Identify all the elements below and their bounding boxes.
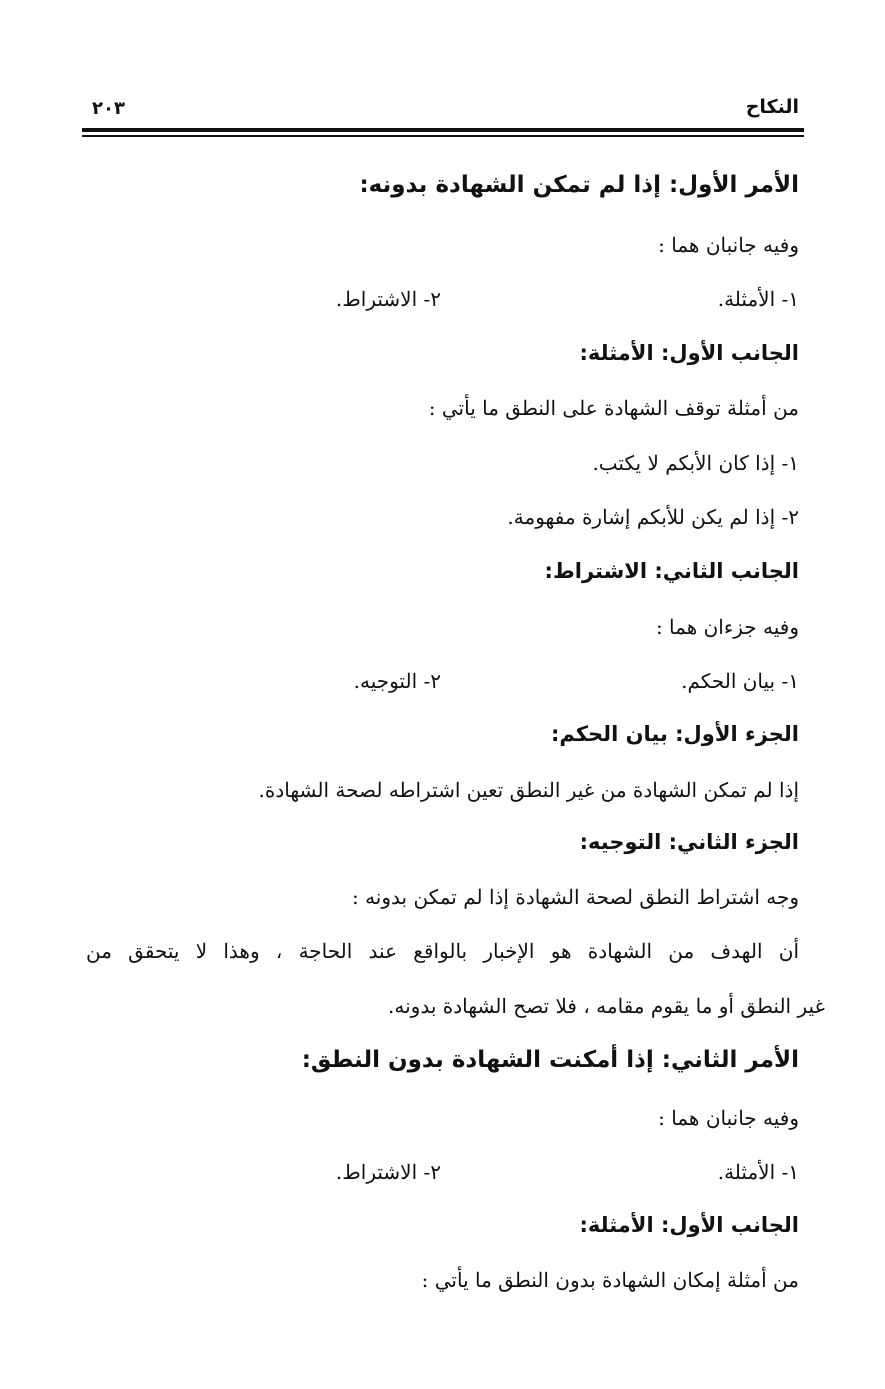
list-item-ruling: ١- بيان الحكم. (681, 669, 799, 693)
subheading-rationale: الجزء الثاني: التوجيه: (579, 830, 799, 854)
paragraph-line: إذا لم تمكن الشهادة من غير النطق تعين اشتراطه لصحة الشهادة. (258, 778, 799, 802)
subheading-ruling: الجزء الأول: بيان الحكم: (550, 722, 799, 746)
list-item-condition: ٢- الاشتراط. (335, 1160, 441, 1184)
paragraph-line: وفيه جانبان هما : (658, 1106, 799, 1130)
header-rule-thin (82, 135, 804, 137)
list-item-rationale: ٢- التوجيه. (353, 669, 441, 693)
paragraph-line: من أمثلة إمكان الشهادة بدون النطق ما يأتي : (421, 1268, 799, 1292)
section-heading-second-matter: الأمر الثاني: إذا أمكنت الشهادة بدون النطق: (301, 1047, 799, 1073)
paragraph-line: وفيه جانبان هما : (658, 233, 799, 257)
running-header-title: النكاح (745, 96, 799, 118)
paragraph-line: وفيه جزءان هما : (655, 615, 799, 639)
page-number: ٢٠٣ (92, 98, 125, 119)
subheading-examples: الجانب الأول: الأمثلة: (579, 341, 799, 365)
numbered-item: ١- إذا كان الأبكم لا يكتب. (592, 451, 799, 475)
subheading-examples: الجانب الأول: الأمثلة: (579, 1213, 799, 1237)
paragraph-line: أن الهدف من الشهادة هو الإخبار بالواقع عند الحاجة ، وهذا لا يتحقق من (86, 939, 799, 963)
header-rule-thick (82, 128, 804, 132)
paragraph-line: من أمثلة توقف الشهادة على النطق ما يأتي : (428, 396, 799, 420)
list-item-condition: ٢- الاشتراط. (335, 287, 441, 311)
subheading-condition: الجانب الثاني: الاشتراط: (544, 559, 799, 583)
list-item-examples: ١- الأمثلة. (717, 287, 799, 311)
paragraph-line: غير النطق أو ما يقوم مقامه ، فلا تصح الشهادة بدونه. (388, 994, 825, 1018)
section-heading-first-matter: الأمر الأول: إذا لم تمكن الشهادة بدونه: (359, 172, 799, 198)
numbered-item: ٢- إذا لم يكن للأبكم إشارة مفهومة. (507, 505, 799, 529)
paragraph-line: وجه اشتراط النطق لصحة الشهادة إذا لم تمكن بدونه : (351, 885, 799, 909)
list-item-examples: ١- الأمثلة. (717, 1160, 799, 1184)
